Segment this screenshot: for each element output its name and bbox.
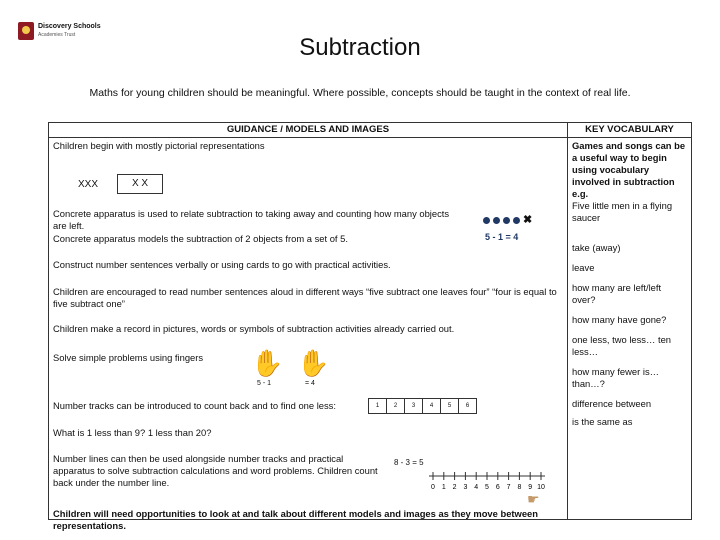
- vocab-item: how many have gone?: [572, 314, 667, 325]
- number-line-tick-label: 3: [463, 484, 468, 491]
- track-cell: 3: [404, 398, 423, 414]
- number-line-tick-label: 5: [485, 484, 489, 491]
- guidance-text-number-sentences: Construct number sentences verbally or using cards to go with practical activities.: [53, 259, 391, 270]
- dots-equation: 5 - 1 = 4: [485, 232, 519, 242]
- track-cell: 4: [422, 398, 441, 414]
- number-line-tick-label: 10: [537, 484, 545, 491]
- number-line-tick-label: 6: [495, 484, 500, 491]
- guidance-text-concrete-a: Concrete apparatus is used to relate subtraction to taking away and counting how many objects are left.: [53, 208, 450, 231]
- vocabulary-cell: [568, 138, 692, 520]
- guidance-text-pictorial: Children begin with mostly pictorial representations: [53, 140, 265, 151]
- guidance-text-representations: Children will need opportunities to look at and talk about different models and images as they move between representations.: [53, 508, 538, 531]
- guidance-cell: [49, 138, 568, 531]
- dot-icon: [513, 217, 520, 224]
- vocab-item: take (away): [572, 242, 621, 253]
- logo-name: Discovery Schools: [38, 23, 101, 30]
- track-cell: 6: [458, 398, 477, 414]
- dot-icon: [483, 217, 490, 224]
- intro-text: Maths for young children should be meaningful. Where possible, concepts should be taught in the context of real life.: [89, 87, 631, 99]
- guidance-text-number-lines: Number lines can then be used alongside number tracks and practical apparatus to solve subtraction calculations and word problems. Children count back under the number line.: [53, 453, 378, 488]
- crosses-plain: XXX: [78, 179, 99, 190]
- guidance-table: [48, 122, 692, 531]
- pointing-hand-icon: ☛: [527, 491, 540, 507]
- hand-icon: ✋: [297, 348, 330, 378]
- number-line: [427, 468, 547, 508]
- vocab-item: is the same as: [572, 416, 633, 427]
- track-cell: 5: [440, 398, 459, 414]
- guidance-text-fingers: Solve simple problems using fingers: [53, 352, 204, 363]
- dot-icon: [503, 217, 510, 224]
- number-line-tick-label: 8: [517, 484, 522, 491]
- vocab-item: one less, two less… ten less…: [572, 334, 672, 357]
- counter-dots: [483, 216, 532, 224]
- vocab-song: Five little men in a flying saucer: [572, 200, 673, 223]
- number-line-tick-label: 9: [528, 484, 533, 491]
- crossed-dot-icon: ✖: [523, 214, 533, 226]
- number-line-ticks: [431, 472, 545, 491]
- vocab-item: leave: [572, 262, 595, 273]
- guidance-header: GUIDANCE / MODELS AND IMAGES: [49, 123, 568, 138]
- guidance-text-read-aloud: Children are encouraged to read number sentences aloud in different ways “five subtract one leaves four” “four is equal to five subtract one”: [53, 286, 557, 309]
- numline-equation: 8 - 3 = 5: [394, 458, 424, 467]
- vocab-intro: Games and songs can be a useful way to begin using vocabulary involved in subtraction e.g.: [572, 140, 686, 199]
- number-line-tick-label: 2: [452, 484, 457, 491]
- logo-subtitle: Academies Trust: [38, 32, 76, 38]
- page-title: Subtraction: [299, 34, 421, 61]
- number-line-tick-label: 4: [474, 484, 479, 491]
- guidance-text-record: Children make a record in pictures, words or symbols of subtraction activities already carried out.: [53, 323, 455, 334]
- vocab-item: how many are left/left over?: [572, 282, 662, 305]
- dot-icon: [493, 217, 500, 224]
- vocab-item: how many fewer is… than…?: [572, 366, 660, 389]
- track-cell: 1: [368, 398, 387, 414]
- vocabulary-header: KEY VOCABULARY: [568, 123, 692, 138]
- hand-label-2: = 4: [305, 380, 315, 387]
- hand-icon: ✋: [251, 348, 284, 378]
- number-track: [369, 398, 477, 414]
- number-line-tick-label: 1: [441, 484, 446, 491]
- track-cell: 2: [386, 398, 405, 414]
- guidance-text-number-tracks: Number tracks can be introduced to count back and to find one less:: [53, 400, 336, 411]
- number-line-tick-label: 0: [431, 484, 435, 491]
- hand-label-1: 5 - 1: [257, 380, 272, 387]
- guidance-text-concrete-b: Concrete apparatus models the subtraction of 2 objects from a set of 5.: [53, 233, 348, 244]
- guidance-text-one-less: What is 1 less than 9? 1 less than 20?: [53, 427, 212, 438]
- crosses-boxed: X X: [117, 174, 163, 194]
- vocab-item: difference between: [572, 398, 652, 409]
- number-line-tick-label: 7: [506, 484, 511, 491]
